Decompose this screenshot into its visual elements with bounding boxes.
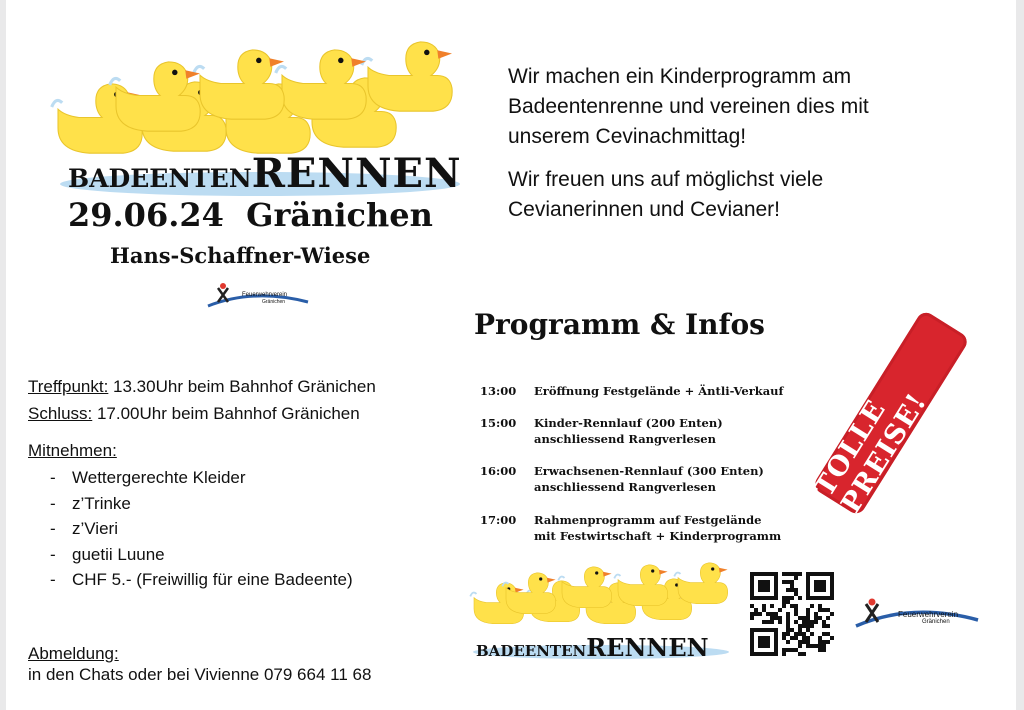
- small-logo-title: [476, 633, 709, 662]
- small-title-large: RENNEN: [586, 633, 709, 662]
- program-time: 17:00: [480, 513, 517, 527]
- list-item: - guetii Luune: [50, 544, 165, 564]
- program-time: 16:00: [480, 464, 517, 478]
- signoff-label-text: Abmeldung:: [28, 644, 119, 663]
- program-desc-line2: anschliessend Rangverlesen: [534, 432, 716, 446]
- prizes-stamp: TOLLE PREISE!: [812, 309, 971, 517]
- organizer-logo-town: Gränichen: [922, 619, 950, 625]
- meeting-point: [28, 374, 376, 399]
- duck-icon: [194, 50, 284, 119]
- duck-icon: [110, 62, 200, 131]
- intro-paragraph-2: Wir freuen uns auf möglichst viele Cevianerinnen und Cevianer!: [508, 168, 824, 221]
- organizer-logo-bottom: [852, 594, 982, 638]
- duck-icon: [558, 567, 611, 608]
- meeting-point-label: Treffpunkt:: [28, 377, 109, 396]
- event-title: [68, 150, 462, 197]
- program-time: 13:00: [480, 384, 517, 398]
- program-desc-line2: anschliessend Rangverlesen: [534, 480, 716, 494]
- flyer-page: [6, 0, 1016, 710]
- program-desc: Erwachsenen-Rennlauf (300 Enten): [534, 464, 764, 478]
- list-item: - CHF 5.- (Freiwillig für eine Badeente): [50, 570, 353, 589]
- firefighter-logo-icon: [204, 280, 314, 316]
- event-date-place: [68, 196, 433, 234]
- organizer-logo-town: Gränichen: [262, 299, 286, 305]
- list-item: - z’Vieri: [50, 519, 118, 538]
- bring-item: z’Trinke: [72, 493, 131, 513]
- duck-icon: [276, 50, 366, 119]
- bring-item: z’Vieri: [72, 519, 118, 538]
- program-heading: Programm & Infos: [474, 308, 765, 341]
- program-desc: Eröffnung Festgelände + Äntli-Verkauf: [534, 384, 784, 398]
- bring-item: guetii Luune: [72, 544, 165, 564]
- list-item: - Wettergerechte Kleider: [50, 468, 246, 487]
- program-time: 15:00: [480, 416, 517, 430]
- program-desc: Kinder-Rennlauf (200 Enten): [534, 416, 723, 430]
- end-time: [28, 401, 360, 426]
- meeting-point-value: 13.30Uhr beim Bahnhof Gränichen: [108, 377, 376, 396]
- organizer-logo-name: Feuerwehrverein: [242, 292, 288, 298]
- title-large: RENNEN: [251, 150, 462, 197]
- signoff-value: in den Chats oder bei Vivienne 079 664 11 68: [28, 665, 372, 684]
- list-item: - z’Trinke: [50, 493, 131, 513]
- intro-text: [508, 62, 938, 238]
- small-title-small: BADEENTEN: [476, 642, 587, 660]
- end-time-value: 17.00Uhr beim Bahnhof Gränichen: [92, 404, 360, 423]
- program-desc-line2: mit Festwirtschaft + Kinderprogramm: [534, 529, 782, 543]
- bring-label-text: Mitnehmen:: [28, 441, 117, 460]
- bring-item: Wettergerechte Kleider: [72, 468, 246, 487]
- bring-label: [28, 438, 117, 463]
- bring-list: [28, 465, 353, 593]
- event-date: 29.06.24: [68, 196, 224, 234]
- duck-icon: [362, 42, 452, 111]
- organizer-logo: [204, 280, 314, 316]
- event-place: Gränichen: [246, 196, 433, 234]
- duck-icon: [614, 565, 667, 606]
- organizer-logo-name: Feuerwehrverein: [898, 610, 959, 619]
- program-desc: Rahmenprogramm auf Festgelände: [534, 513, 762, 527]
- duck-icon: [674, 563, 727, 604]
- qr-code-icon[interactable]: [750, 572, 834, 656]
- duck-icon: [502, 573, 555, 614]
- bring-item: CHF 5.- (Freiwillig für eine Badeente): [72, 570, 353, 589]
- event-venue: Hans-Schaffner-Wiese: [110, 243, 371, 268]
- title-small: BADEENTEN: [68, 164, 252, 193]
- intro-paragraph-1: Wir machen ein Kinderprogramm am Badeentenrenne und vereinen dies mit unserem Cevinachmittag!: [508, 65, 869, 148]
- end-time-label: Schluss:: [28, 404, 93, 423]
